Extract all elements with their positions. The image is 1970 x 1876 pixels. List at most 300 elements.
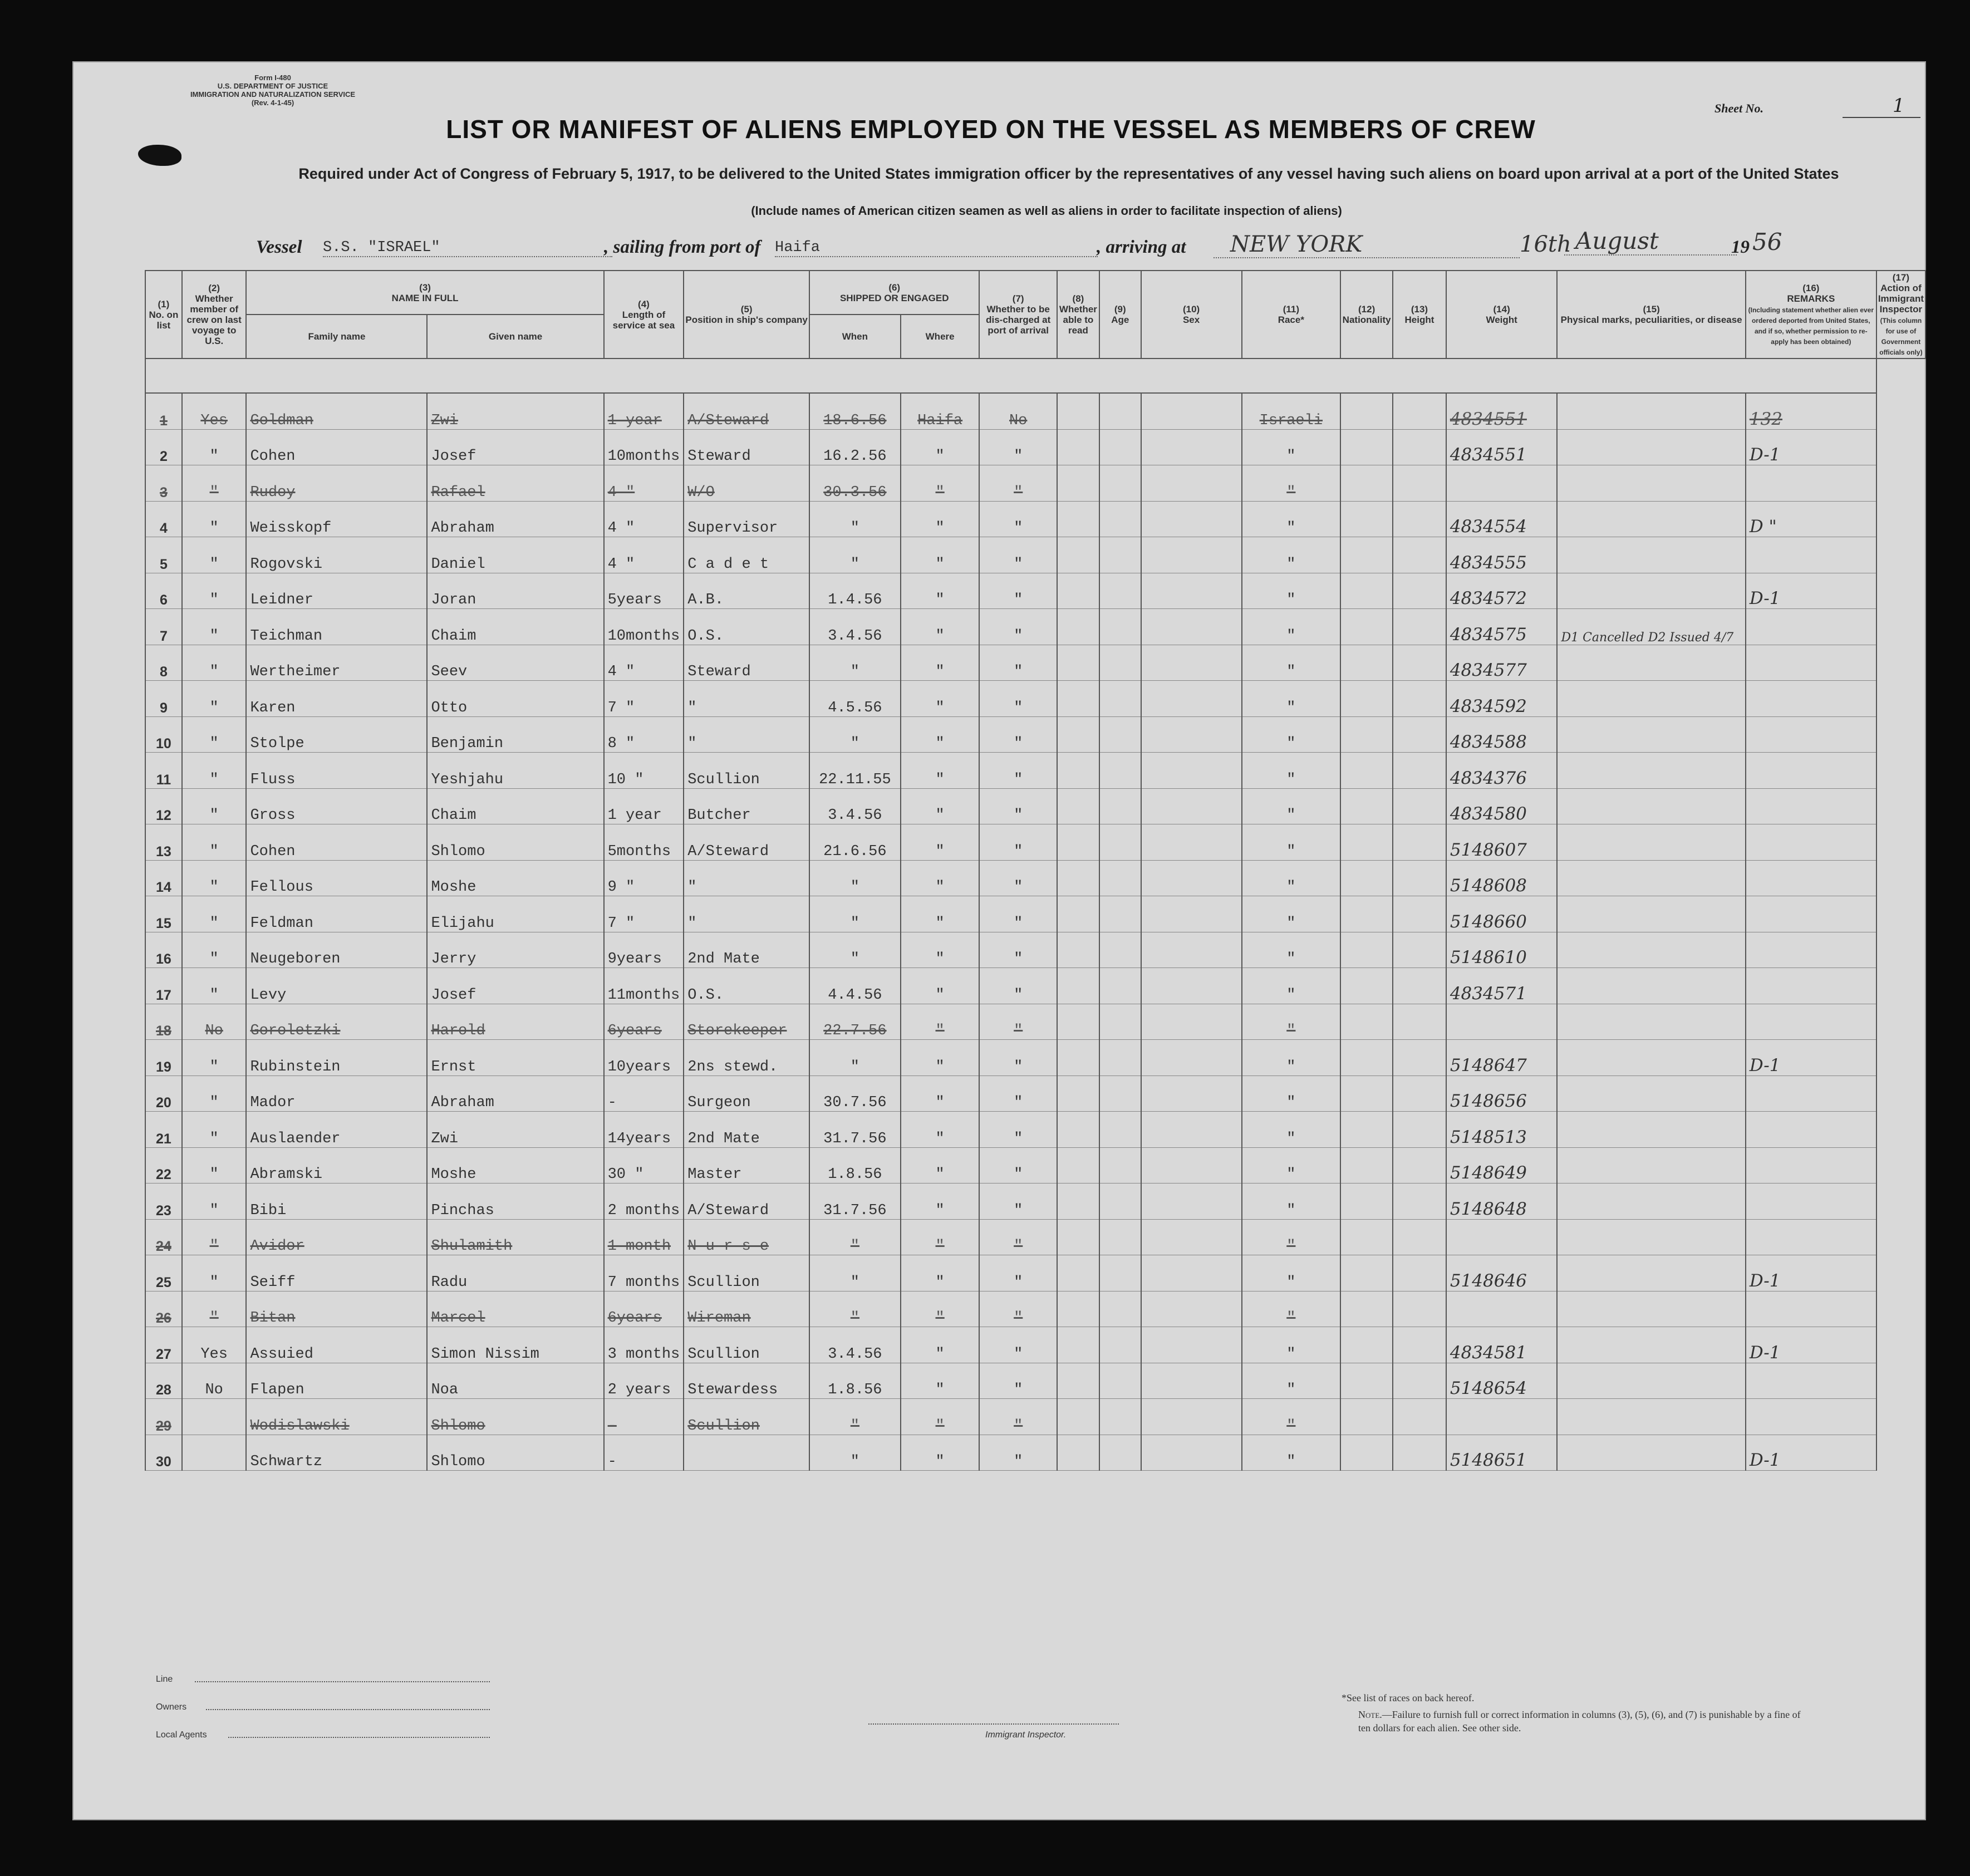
given-name: Benjamin <box>427 716 603 753</box>
age <box>1099 716 1141 753</box>
remarks <box>1557 1004 1745 1040</box>
shipped-where: " <box>901 896 980 932</box>
given-name: Pinchas <box>427 1183 603 1220</box>
remarks <box>1557 716 1745 753</box>
inspector-action <box>1746 465 1876 502</box>
inspector-action <box>1746 932 1876 968</box>
length-of-service: 1 month <box>604 1219 684 1255</box>
position: Scullion <box>684 1255 809 1291</box>
given-name: Shlomo <box>427 1435 603 1471</box>
age <box>1099 1183 1141 1220</box>
discharge: " <box>979 537 1057 573</box>
last-voyage <box>182 1399 247 1435</box>
row-number: 30 <box>145 1435 182 1471</box>
col5-header: (5) Position in ship's company <box>684 271 809 358</box>
shipped-when: 3.4.56 <box>809 1327 901 1363</box>
remarks <box>1557 681 1745 717</box>
shipped-where: " <box>901 1399 980 1435</box>
family-name: Bitan <box>246 1291 427 1327</box>
shipped-when: " <box>809 1291 901 1327</box>
shipped-when: " <box>809 501 901 537</box>
shipped-where: " <box>901 1147 980 1183</box>
height <box>1340 968 1393 1004</box>
last-voyage: " <box>182 537 247 573</box>
age <box>1099 1363 1141 1399</box>
height <box>1340 537 1393 573</box>
height <box>1340 716 1393 753</box>
table-row <box>145 1040 1925 1076</box>
sex <box>1141 537 1242 573</box>
physical-marks: 5148651 <box>1446 1435 1558 1471</box>
sex <box>1141 1255 1242 1291</box>
row-number: 8 <box>145 645 182 681</box>
col14-header: (14) Weight <box>1446 271 1558 358</box>
shipped-when: 3.4.56 <box>809 788 901 824</box>
height <box>1340 1327 1393 1363</box>
column-number-row <box>145 271 1925 315</box>
inspector-action <box>1746 824 1876 861</box>
remarks <box>1557 1040 1745 1076</box>
form-rev: (Rev. 4-1-45) <box>251 99 294 107</box>
row-number: 16 <box>145 932 182 968</box>
age <box>1099 393 1141 429</box>
able-to-read <box>1057 860 1099 896</box>
inspector-action: D-1 <box>1746 429 1876 465</box>
discharge: " <box>979 465 1057 502</box>
inspector-action <box>1746 896 1876 932</box>
height <box>1340 429 1393 465</box>
last-voyage: " <box>182 932 247 968</box>
table-row <box>145 716 1925 753</box>
row-number: 1 <box>145 393 182 429</box>
given-name: Zwi <box>427 393 603 429</box>
table-row <box>145 609 1925 645</box>
row-number: 20 <box>145 1075 182 1112</box>
nationality: " <box>1242 645 1341 681</box>
length-of-service: - <box>604 1075 684 1112</box>
where-header: Where <box>901 315 980 358</box>
remarks <box>1557 1183 1745 1220</box>
remarks <box>1557 1399 1745 1435</box>
height <box>1340 681 1393 717</box>
physical-marks: 5148654 <box>1446 1363 1558 1399</box>
position: Storekeeper <box>684 1004 809 1040</box>
weight <box>1393 932 1446 968</box>
sheet-number: 1 <box>1893 95 1905 117</box>
physical-marks: 4834575 <box>1446 609 1558 645</box>
physical-marks <box>1446 1399 1558 1435</box>
height <box>1340 501 1393 537</box>
nationality: " <box>1242 1219 1341 1255</box>
length-of-service: 4 " <box>604 465 684 502</box>
discharge: " <box>979 1040 1057 1076</box>
weight <box>1393 681 1446 717</box>
footer-owners-field <box>206 1709 490 1710</box>
nationality: " <box>1242 1004 1341 1040</box>
shipped-when: " <box>809 1219 901 1255</box>
able-to-read <box>1057 537 1099 573</box>
inspector-action <box>1746 1147 1876 1183</box>
nationality: " <box>1242 896 1341 932</box>
shipped-where: " <box>901 465 980 502</box>
sex <box>1141 824 1242 861</box>
table-row <box>145 1219 1925 1255</box>
table-row <box>145 824 1925 861</box>
last-voyage: " <box>182 1219 247 1255</box>
weight <box>1393 1363 1446 1399</box>
family-name: Cohen <box>246 824 427 861</box>
sex <box>1141 788 1242 824</box>
inspector-action <box>1746 1363 1876 1399</box>
table-row <box>145 1147 1925 1183</box>
length-of-service: 2 months <box>604 1183 684 1220</box>
shipped-where: " <box>901 1363 980 1399</box>
family-name: Feldman <box>246 896 427 932</box>
family-name: Rubinstein <box>246 1040 427 1076</box>
shipped-when: 3.4.56 <box>809 609 901 645</box>
length-of-service: 6years <box>604 1291 684 1327</box>
family-name: Rogovski <box>246 537 427 573</box>
shipped-when: " <box>809 860 901 896</box>
age <box>1099 1219 1141 1255</box>
row-number: 10 <box>145 716 182 753</box>
nationality: " <box>1242 824 1341 861</box>
departure-port: Haifa <box>775 239 1098 257</box>
height <box>1340 860 1393 896</box>
ink-blot <box>138 145 181 166</box>
length-of-service: 10months <box>604 609 684 645</box>
able-to-read <box>1057 1363 1099 1399</box>
remarks <box>1557 860 1745 896</box>
table-row <box>145 896 1925 932</box>
length-of-service: - <box>604 1399 684 1435</box>
remarks <box>1557 537 1745 573</box>
shipped-where: " <box>901 501 980 537</box>
nationality: " <box>1242 537 1341 573</box>
last-voyage: " <box>182 860 247 896</box>
sailing-label: , sailing from port of <box>604 237 761 257</box>
shipped-when: " <box>809 896 901 932</box>
position <box>684 1435 809 1471</box>
last-voyage: " <box>182 1075 247 1112</box>
height <box>1340 1255 1393 1291</box>
shipped-where: " <box>901 716 980 753</box>
age <box>1099 860 1141 896</box>
col4-header: (4) Length of service at sea <box>604 271 684 358</box>
physical-marks <box>1446 1219 1558 1255</box>
physical-marks: 5148610 <box>1446 932 1558 968</box>
physical-marks: 4834572 <box>1446 573 1558 609</box>
able-to-read <box>1057 645 1099 681</box>
given-name: Moshe <box>427 1147 603 1183</box>
sex <box>1141 681 1242 717</box>
remarks <box>1557 1219 1745 1255</box>
weight <box>1393 1327 1446 1363</box>
position: Master <box>684 1147 809 1183</box>
last-voyage: " <box>182 681 247 717</box>
discharge: " <box>979 1255 1057 1291</box>
crew-rows <box>145 393 1925 1471</box>
position: N u r s e <box>684 1219 809 1255</box>
family-name: Leidner <box>246 573 427 609</box>
length-of-service: 6years <box>604 1004 684 1040</box>
able-to-read <box>1057 1399 1099 1435</box>
row-number: 17 <box>145 968 182 1004</box>
height <box>1340 788 1393 824</box>
remarks <box>1557 1363 1745 1399</box>
weight <box>1393 1399 1446 1435</box>
family-name: Neugeboren <box>246 932 427 968</box>
discharge: " <box>979 1327 1057 1363</box>
inspector-label: Immigrant Inspector. <box>985 1730 1067 1740</box>
age <box>1099 896 1141 932</box>
position: A/Steward <box>684 824 809 861</box>
sex <box>1141 716 1242 753</box>
given-name: Elijahu <box>427 896 603 932</box>
able-to-read <box>1057 1435 1099 1471</box>
inspector-action <box>1746 681 1876 717</box>
arrival-port: NEW YORK <box>1214 232 1520 258</box>
discharge: " <box>979 1399 1057 1435</box>
shipped-when: " <box>809 1255 901 1291</box>
age <box>1099 681 1141 717</box>
weight <box>1393 860 1446 896</box>
table-row <box>145 1075 1925 1112</box>
family-name: Levy <box>246 968 427 1004</box>
age <box>1099 932 1141 968</box>
physical-marks: 5148649 <box>1446 1147 1558 1183</box>
weight <box>1393 609 1446 645</box>
nationality: " <box>1242 932 1341 968</box>
position: A/Steward <box>684 1183 809 1220</box>
inspector-action: D-1 <box>1746 1327 1876 1363</box>
table-row <box>145 1183 1925 1220</box>
discharge: " <box>979 968 1057 1004</box>
table-row <box>145 860 1925 896</box>
weight <box>1393 788 1446 824</box>
remarks <box>1557 1435 1745 1471</box>
able-to-read <box>1057 1112 1099 1148</box>
height <box>1340 1004 1393 1040</box>
family-name: Goldman <box>246 393 427 429</box>
given-name: Zwi <box>427 1112 603 1148</box>
age <box>1099 1327 1141 1363</box>
table-row <box>145 1363 1925 1399</box>
position: 2ns stewd. <box>684 1040 809 1076</box>
length-of-service: 11months <box>604 968 684 1004</box>
height <box>1340 1183 1393 1220</box>
row-number: 18 <box>145 1004 182 1040</box>
given-name: Chaim <box>427 609 603 645</box>
shipped-when: " <box>809 537 901 573</box>
row-number: 27 <box>145 1327 182 1363</box>
col3-header: (3) NAME IN FULL <box>246 271 603 315</box>
height <box>1340 1435 1393 1471</box>
shipped-where: " <box>901 1435 980 1471</box>
weight <box>1393 824 1446 861</box>
discharge: " <box>979 1147 1057 1183</box>
weight <box>1393 1040 1446 1076</box>
length-of-service: 1 year <box>604 393 684 429</box>
sex <box>1141 429 1242 465</box>
position: " <box>684 860 809 896</box>
sex <box>1141 1147 1242 1183</box>
penalty-note: Note.—Failure to furnish full or correct information in columns (3), (5), (6), and (7) is punishable by a fine of ten dollars for each alien. See other side. <box>1358 1709 1801 1733</box>
discharge: " <box>979 645 1057 681</box>
row-number: 7 <box>145 609 182 645</box>
shipped-when: " <box>809 932 901 968</box>
shipped-where: " <box>901 1219 980 1255</box>
position: Surgeon <box>684 1075 809 1112</box>
weight <box>1393 896 1446 932</box>
shipped-where: " <box>901 753 980 789</box>
row-number: 9 <box>145 681 182 717</box>
length-of-service: 4 " <box>604 537 684 573</box>
inspector-action: D-1 <box>1746 1040 1876 1076</box>
given-name: Abraham <box>427 501 603 537</box>
able-to-read <box>1057 824 1099 861</box>
length-of-service: 7 " <box>604 681 684 717</box>
family-name: Goroletzki <box>246 1004 427 1040</box>
physical-marks: 4834577 <box>1446 645 1558 681</box>
shipped-where: Haifa <box>901 393 980 429</box>
last-voyage: " <box>182 896 247 932</box>
remarks <box>1557 896 1745 932</box>
weight <box>1393 501 1446 537</box>
given-name: Ernst <box>427 1040 603 1076</box>
last-voyage: " <box>182 1183 247 1220</box>
shipped-when: 4.5.56 <box>809 681 901 717</box>
discharge: " <box>979 753 1057 789</box>
remarks: D1 Cancelled D2 Issued 4/7 <box>1557 609 1745 645</box>
sex <box>1141 1004 1242 1040</box>
length-of-service: 1 year <box>604 788 684 824</box>
family-name: Fellous <box>246 860 427 896</box>
last-voyage: " <box>182 501 247 537</box>
able-to-read <box>1057 1255 1099 1291</box>
physical-marks: 4834581 <box>1446 1327 1558 1363</box>
inspector-action <box>1746 1112 1876 1148</box>
height <box>1340 932 1393 968</box>
shipped-when: 30.7.56 <box>809 1075 901 1112</box>
discharge: " <box>979 1183 1057 1220</box>
height <box>1340 1399 1393 1435</box>
given-name: Daniel <box>427 537 603 573</box>
discharge: " <box>979 1435 1057 1471</box>
discharge: " <box>979 681 1057 717</box>
physical-marks: 5148646 <box>1446 1255 1558 1291</box>
given-name: Josef <box>427 968 603 1004</box>
height <box>1340 1040 1393 1076</box>
family-name: Schwartz <box>246 1435 427 1471</box>
age <box>1099 1147 1141 1183</box>
physical-marks: 5148607 <box>1446 824 1558 861</box>
sex <box>1141 1040 1242 1076</box>
age <box>1099 429 1141 465</box>
position: " <box>684 716 809 753</box>
arriving-label: , arriving at <box>1097 237 1186 257</box>
physical-marks: 5148656 <box>1446 1075 1558 1112</box>
sex <box>1141 1363 1242 1399</box>
physical-marks: 5148513 <box>1446 1112 1558 1148</box>
nationality: " <box>1242 1255 1341 1291</box>
able-to-read <box>1057 896 1099 932</box>
footer-agents-field <box>228 1737 490 1738</box>
inspector-action <box>1746 968 1876 1004</box>
able-to-read <box>1057 1004 1099 1040</box>
remarks <box>1557 1075 1745 1112</box>
remarks <box>1557 824 1745 861</box>
weight <box>1393 753 1446 789</box>
nationality: " <box>1242 1291 1341 1327</box>
age <box>1099 1040 1141 1076</box>
col1-header: (1) No. on list <box>145 271 182 358</box>
row-number: 3 <box>145 465 182 502</box>
family-name: Seiff <box>246 1255 427 1291</box>
family-name: Gross <box>246 788 427 824</box>
shipped-when: 4.4.56 <box>809 968 901 1004</box>
position: Stewardess <box>684 1363 809 1399</box>
shipped-when: " <box>809 1435 901 1471</box>
position: Steward <box>684 645 809 681</box>
arrival-year: 56 <box>1752 228 1782 256</box>
able-to-read <box>1057 1075 1099 1112</box>
length-of-service: 4 " <box>604 645 684 681</box>
physical-marks: 4834571 <box>1446 968 1558 1004</box>
remarks <box>1557 645 1745 681</box>
nationality: " <box>1242 753 1341 789</box>
manifest-title: LIST OR MANIFEST OF ALIENS EMPLOYED ON THE VESSEL AS MEMBERS OF CREW <box>446 115 1536 144</box>
family-name-header: Family name <box>246 315 427 358</box>
shipped-where: " <box>901 1075 980 1112</box>
given-name: Noa <box>427 1363 603 1399</box>
able-to-read <box>1057 681 1099 717</box>
shipped-when: 30.3.56 <box>809 465 901 502</box>
shipped-where: " <box>901 1291 980 1327</box>
table-row <box>145 681 1925 717</box>
remarks <box>1557 501 1745 537</box>
col8-header: (8) Whether able to read <box>1057 271 1099 358</box>
position: Steward <box>684 429 809 465</box>
shipped-when: 1.4.56 <box>809 573 901 609</box>
shipped-when: " <box>809 1040 901 1076</box>
nationality: " <box>1242 968 1341 1004</box>
position: 2nd Mate <box>684 932 809 968</box>
family-name: Abramski <box>246 1147 427 1183</box>
shipped-when: 22.7.56 <box>809 1004 901 1040</box>
footer-line-label: Line <box>156 1674 173 1684</box>
row-number: 6 <box>145 573 182 609</box>
inspector-action <box>1746 1183 1876 1220</box>
position: C a d e t <box>684 537 809 573</box>
sex <box>1141 1291 1242 1327</box>
age <box>1099 501 1141 537</box>
sex <box>1141 1327 1242 1363</box>
able-to-read <box>1057 573 1099 609</box>
shipped-where: " <box>901 788 980 824</box>
physical-marks: 4834376 <box>1446 753 1558 789</box>
remarks <box>1557 1327 1745 1363</box>
last-voyage: " <box>182 968 247 1004</box>
shipped-where: " <box>901 573 980 609</box>
table-row <box>145 932 1925 968</box>
given-name: Chaim <box>427 788 603 824</box>
physical-marks: 5148648 <box>1446 1183 1558 1220</box>
shipped-where: " <box>901 860 980 896</box>
row-number: 13 <box>145 824 182 861</box>
family-name: Weisskopf <box>246 501 427 537</box>
able-to-read <box>1057 1147 1099 1183</box>
